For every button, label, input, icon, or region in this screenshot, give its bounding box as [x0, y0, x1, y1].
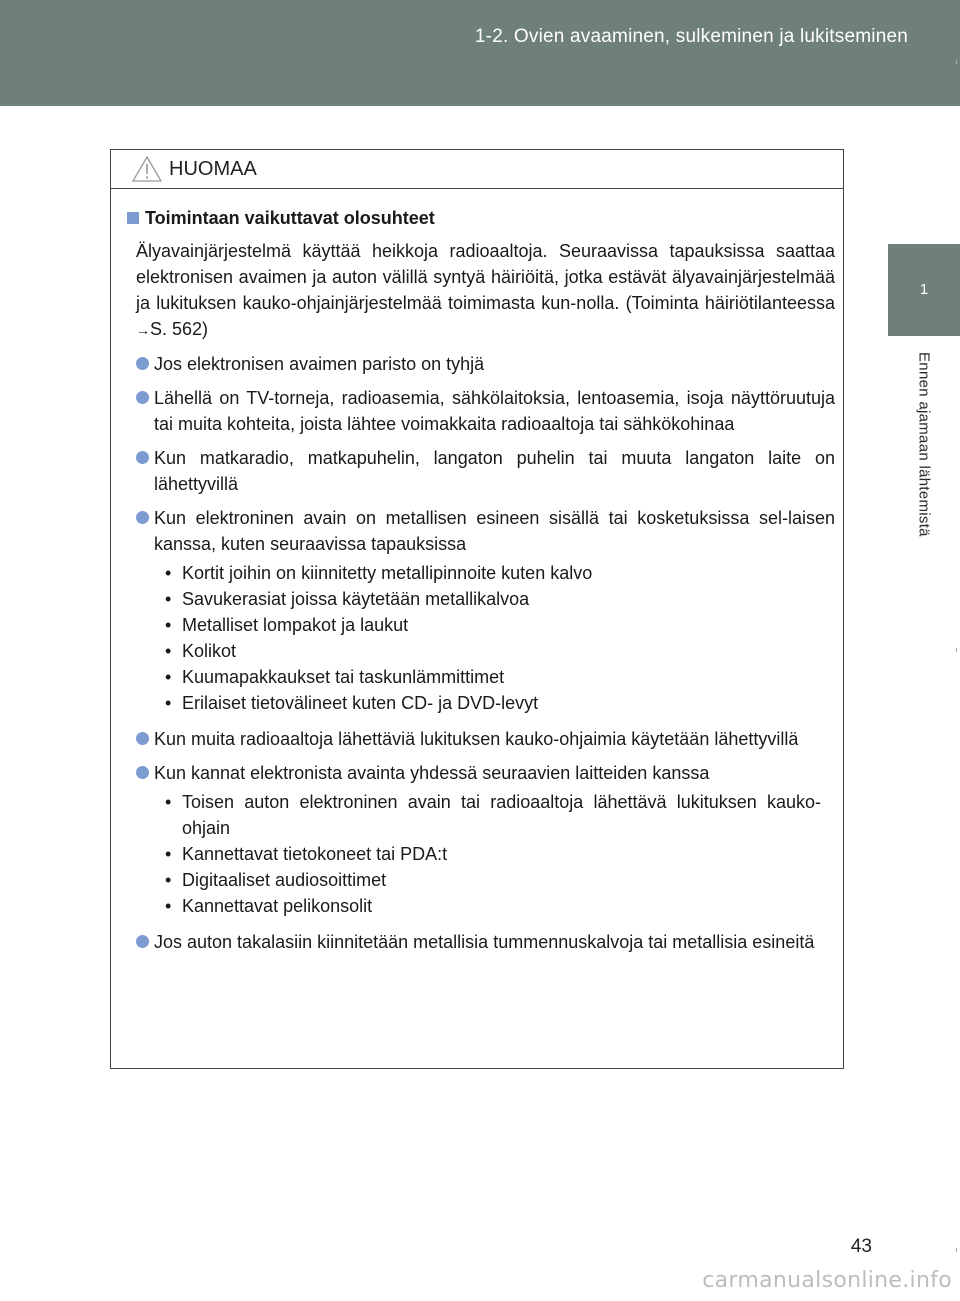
sub-list-item: • Savukerasiat joissa käytetään metallikalvoa — [165, 589, 530, 609]
bullet-dot-icon — [136, 732, 149, 745]
page-header — [0, 0, 960, 106]
list-item: Kun muita radioaaltoja lähettäviä lukituksen kauko-ohjaimia käytetään lähettyvillä — [127, 726, 835, 752]
list-item: Lähellä on TV-torneja, radioasemia, sähkölaitoksia, lentoasemia, isoja näyttöruutuja tai muita kohteita, joista lähtee voimakkaita radioaaltoja tai sähkökohinaa — [127, 385, 835, 437]
crop-mark — [956, 1248, 957, 1252]
section-title: 1-2. Ovien avaaminen, sulkeminen ja lukitseminen — [474, 26, 908, 47]
sub-list-item: • Kannettavat pelikonsolit — [165, 896, 373, 916]
sub-list-item: • Erilaiset tietovälineet kuten CD- ja DVD-levyt — [165, 693, 539, 713]
bullet-dot-icon — [136, 511, 149, 524]
sub-list-item: • Kolikot — [165, 641, 237, 661]
sub-list-item: • Metalliset lompakot ja laukut — [165, 615, 409, 635]
sub-list-item: • Toisen auton elektroninen avain tai radioaaltoja lähettävä lukituksen kauko-ohjain — [165, 792, 821, 838]
notice-title: HUOMAA — [169, 158, 257, 180]
bullet-dot-icon — [136, 766, 149, 779]
notice-box — [110, 149, 844, 1069]
sub-list-item: • Kortit joihin on kiinnitetty metallipinnoite kuten kalvo — [165, 563, 593, 583]
arrow-right-icon: → — [136, 322, 150, 338]
page-reference: S. 562) — [150, 319, 209, 339]
intro-paragraph: Älyavainjärjestelmä käyttää heikkoja radioaaltoja. Seuraavissa tapauksissa saattaa elektronisen avaimen ja auton välillä syntyä häiriöitä, jotka estävät älyavainjärjestelmää ja lukituksen kauko-ohjainjärjestelmää toimimasta kun-nolla. (Toiminta häiriötilanteessa →S. 562) — [136, 241, 835, 339]
sub-list — [127, 560, 835, 716]
bullet-dot-icon — [136, 391, 149, 404]
bullet-dot-icon — [136, 357, 149, 370]
crop-mark — [956, 60, 957, 64]
bullet-dot-icon — [136, 451, 149, 464]
list-item: Jos elektronisen avaimen paristo on tyhjä — [127, 351, 835, 377]
sub-list-item: • Kuumapakkaukset tai taskunlämmittimet — [165, 667, 505, 687]
section-heading — [127, 205, 835, 231]
crop-mark — [956, 648, 957, 652]
warning-triangle-icon — [131, 155, 163, 183]
list-item: Jos auton takalasiin kiinnitetään metallisia tummennuskalvoja tai metallisia esineitä — [127, 929, 835, 955]
chapter-number: 1 — [919, 281, 929, 298]
sub-list-item: • Digitaaliset audiosoittimet — [165, 870, 387, 890]
list-item: Kun matkaradio, matkapuhelin, langaton puhelin tai muuta langaton laite on lähettyvillä — [127, 445, 835, 497]
list-item: Kun kannat elektronista avainta yhdessä seuraavien laitteiden kanssa — [127, 760, 835, 786]
bullet-dot-icon — [136, 935, 149, 948]
page-number: 43 — [850, 1236, 872, 1257]
notice-header — [111, 150, 843, 189]
square-bullet-icon — [127, 212, 139, 224]
footer-watermark: carmanualsonline.info — [702, 1268, 952, 1293]
chapter-tab — [888, 244, 960, 336]
sub-list — [127, 789, 835, 919]
list-item: Kun elektroninen avain on metallisen esineen sisällä tai kosketuksissa sel-laisen kanssa, kuten seuraavissa tapauksissa — [127, 505, 835, 557]
notice-body — [111, 189, 843, 955]
chapter-title: Ennen ajamaan lähtemistä — [915, 352, 933, 537]
section-heading-text: Toimintaan vaikuttavat olosuhteet — [145, 208, 435, 228]
sub-list-item: • Kannettavat tietokoneet tai PDA:t — [165, 844, 448, 864]
